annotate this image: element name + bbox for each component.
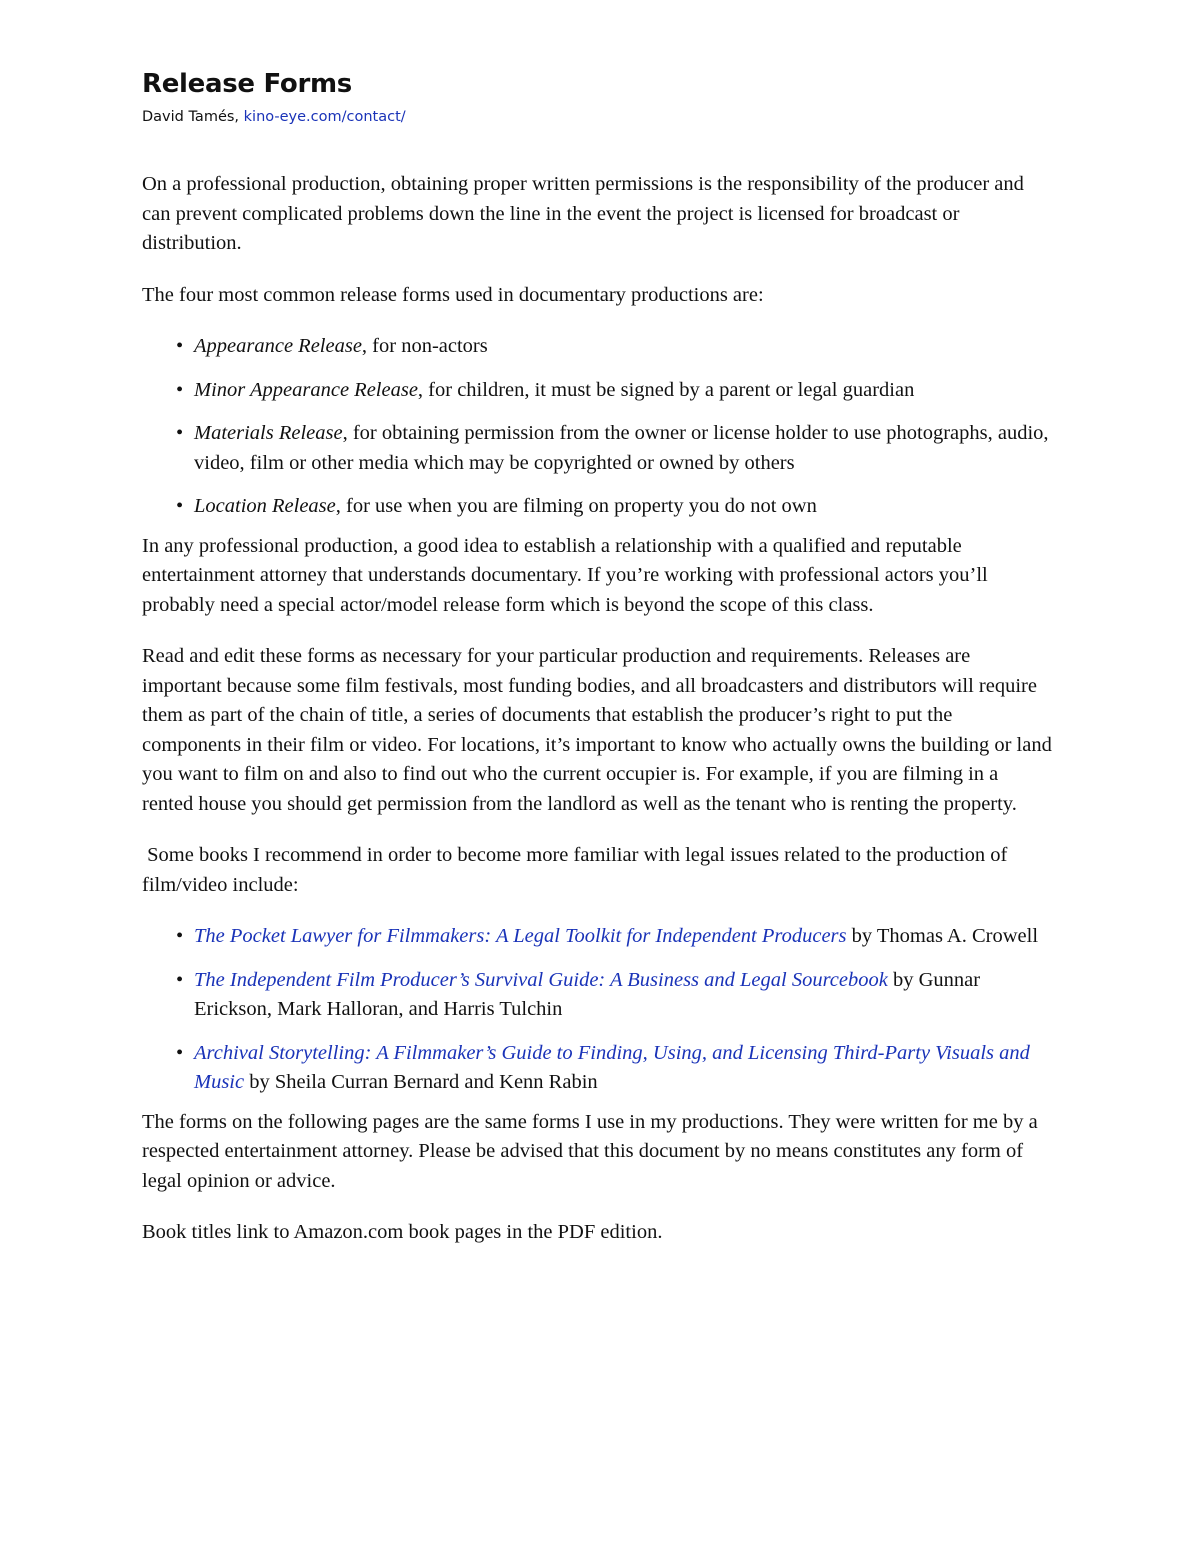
list-item: [142, 1039, 1054, 1098]
forms-note-paragraph: The forms on the following pages are the same forms I use in my productions. They were written for me by a respected entertainment attorney. Please be advised that this document by no means constitutes any form of legal opinion or advice.: [142, 1110, 1038, 1192]
book-title: The Pocket Lawyer for Filmmakers: A Legal Toolkit for Independent Producers: [194, 925, 847, 947]
books-list: [142, 922, 1054, 1098]
list-item: [142, 332, 1054, 362]
list-item: [142, 492, 1054, 522]
bullet: •: [176, 335, 184, 357]
list-item: [142, 419, 1054, 478]
bullet: •: [176, 378, 184, 401]
release-form-name: Location Release: [194, 495, 336, 517]
attorney-paragraph: In any professional production, a good idea to establish a relationship with a qualified and reputable entertainment attorney that understands documentary. If you’re working with professional actors you’ll probably need a special actor/model release form which is beyond the scope of this class.: [142, 534, 988, 616]
contact-link[interactable]: kino-eye.com/contact/: [243, 109, 406, 125]
links-note-paragraph: Book titles link to Amazon.com book pages in the PDF edition.: [142, 1221, 663, 1243]
release-form-name: Materials Release: [194, 422, 343, 444]
list-item: [142, 376, 1054, 406]
bullet: •: [176, 1041, 184, 1064]
book-authors: by Thomas A. Crowell: [846, 925, 1039, 947]
four-forms-paragraph: The four most common release forms used in documentary productions are:: [142, 283, 764, 306]
book-authors: by Gunnar Erickson, Mark Halloran, and Harris Tulchin: [194, 968, 981, 1020]
book-link[interactable]: [194, 925, 847, 947]
bullet: •: [176, 422, 184, 444]
release-form-description: , for obtaining permission from the owner or license holder to use photographs, audio, video, film or other media which may be copyrighted or owned by others: [194, 422, 1049, 474]
book-title: Archival Storytelling: A Filmmaker’s Guide to Finding, Using, and Licensing Third-Party Visuals and Music: [194, 1041, 1030, 1093]
book-title: The Independent Film Producer’s Survival Guide: A Business and Legal Sourcebook: [194, 968, 888, 991]
document-page: [142, 66, 1054, 1248]
bullet: •: [176, 495, 184, 517]
author-name: David Tamés,: [142, 109, 244, 125]
read-edit-paragraph: Read and edit these forms as necessary for your particular production and requirements. Releases are important because some film festivals, most funding bodies, and all broadcasters and distributors will require them as part of the chain of title, a series of documents that establish the producer’s right to put the components in their film or video. For locations, it’s important to know who actually owns the building or land you want to film on and also to find out who the current occupier is. For example, if you are filming in a rented house you should get permission from the landlord as well as the tenant who is renting the property.: [142, 645, 1052, 815]
book-link[interactable]: [194, 969, 888, 991]
page-title: Release Forms: [142, 69, 352, 99]
bullet: •: [176, 925, 184, 947]
books-intro-paragraph: Some books I recommend in order to become more familiar with legal issues related to the production of film/video include:: [142, 844, 1013, 896]
byline: [142, 106, 1054, 128]
intro-paragraph: On a professional production, obtaining proper written permissions is the responsibility of the producer and can prevent complicated problems down the line in the event the project is licensed for broadcast or distribution.: [142, 173, 1024, 254]
release-form-name: Appearance Release: [194, 335, 362, 357]
book-authors: by Sheila Curran Bernard and Kenn Rabin: [244, 1071, 598, 1093]
list-item: [142, 922, 1054, 952]
release-form-description: , for use when you are filming on property you do not own: [335, 495, 817, 517]
list-item: [142, 966, 1054, 1025]
release-form-description: , for non-actors: [361, 335, 488, 357]
bullet: •: [176, 968, 184, 991]
release-form-name: Minor Appearance Release: [194, 378, 418, 401]
release-forms-list: [142, 332, 1054, 522]
release-form-description: , for children, it must be signed by a parent or legal guardian: [417, 378, 915, 401]
